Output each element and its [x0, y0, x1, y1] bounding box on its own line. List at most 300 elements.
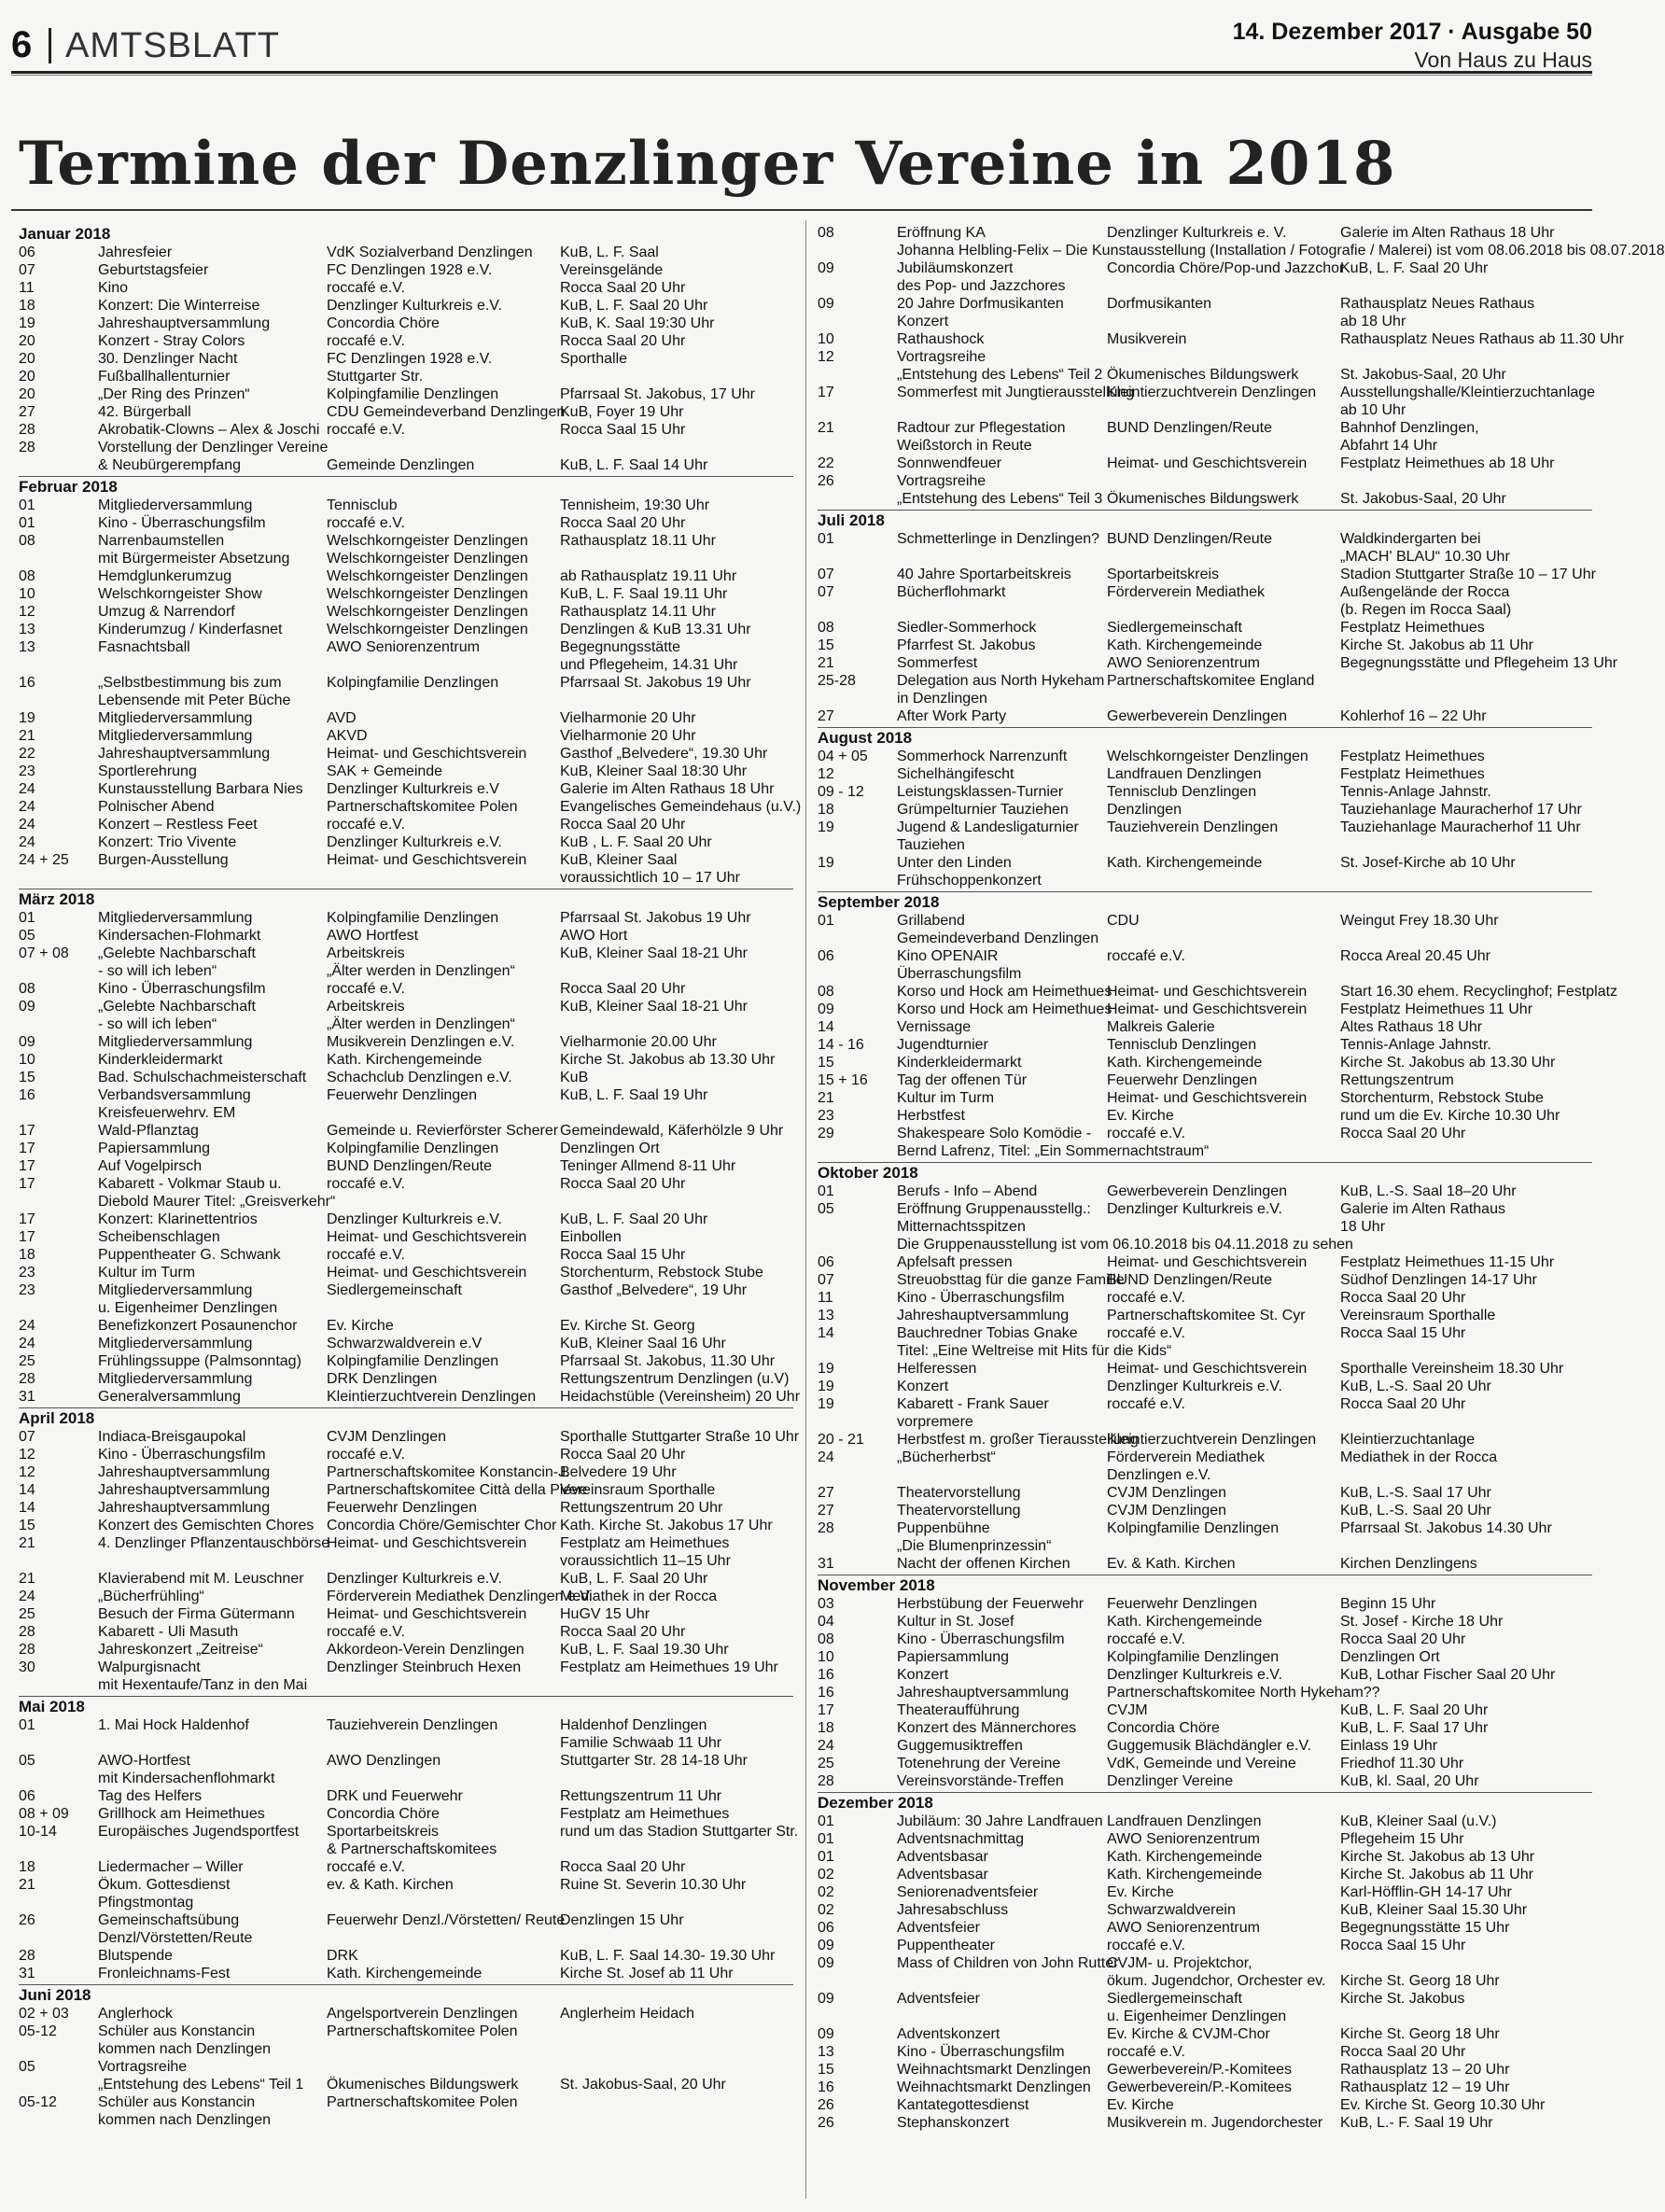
entry-organizer: Kath. Kirchengemeinde — [327, 1052, 483, 1068]
table-row — [19, 1033, 793, 1051]
entry-date: 15 — [19, 1518, 35, 1533]
entry-event: Gemeinschaftsübung — [98, 1912, 240, 1928]
entry-organizer: Concordia Chöre/Pop-und Jazzchor — [1107, 260, 1345, 276]
table-row — [19, 1388, 801, 1406]
entry-event: Totenehrung der Vereine — [897, 1756, 1061, 1771]
entry-organizer: VdK Sozialverband Denzlingen — [327, 245, 533, 260]
entry-event: Grillabend — [897, 913, 965, 929]
entry-event: „Gelebte Nachbarschaft — [98, 945, 256, 961]
entry-date — [818, 1218, 897, 1236]
entry-location: Kirche St. Georg 18 Uhr — [1340, 2026, 1500, 2042]
table-row — [19, 244, 793, 261]
entry-event: Korso und Hock am Heimethues — [897, 984, 1112, 1000]
entry-event: Jubiläum: 30 Jahre Landfrauen — [897, 1813, 1103, 1829]
entry-event: Weihnachtsmarkt Denzlingen — [897, 2079, 1091, 2095]
entry-event: Jahreshauptversammlung — [98, 1500, 271, 1516]
entry-event — [98, 1734, 327, 1752]
entry-organizer: Denzlingen — [1107, 802, 1182, 818]
table-row — [818, 836, 1592, 854]
table-row — [818, 801, 1592, 819]
entry-event: Jugendturnier — [897, 1037, 988, 1053]
entry-date: 08 — [818, 225, 834, 241]
entry-date: 09 - 12 — [818, 784, 864, 800]
entry-location: Start 16.30 ehem. Recyclinghof; Festplatz — [1340, 984, 1618, 1000]
entry-date: 28 — [19, 1371, 35, 1387]
entry-date: 16 — [19, 675, 35, 691]
entry-date: 05 — [19, 1753, 35, 1769]
entry-event: Liedermacher – Willer — [98, 1859, 244, 1875]
entry-organizer — [1107, 437, 1340, 455]
entry-event: Weißstorch in Reute — [897, 438, 1032, 454]
entry-event: Grillhock am Heimethues — [98, 1806, 265, 1822]
entry-location: Festplatz Heimethues — [1340, 620, 1485, 636]
entry-date — [818, 2008, 897, 2025]
entry-date: 08 — [19, 568, 35, 584]
entry-organizer: roccafé e.V. — [327, 1247, 405, 1263]
table-row — [818, 783, 1592, 801]
table-row — [818, 1271, 1592, 1289]
entry-organizer: Siedlergemeinschaft — [1107, 1991, 1242, 2007]
table-row — [818, 1719, 1592, 1737]
entry-date: 09 — [818, 1938, 834, 1953]
entry-location: Tennis-Anlage Jahnstr. — [1340, 784, 1491, 800]
entry-date — [19, 1299, 98, 1317]
entry-date: 01 — [818, 913, 834, 929]
entry-event: Gemeindeverband Denzlingen — [897, 931, 1099, 946]
entry-organizer: Feuerwehr Denzlingen — [327, 1500, 477, 1516]
entry-date: 25 — [19, 1353, 35, 1369]
entry-event: „Bücherherbst“ — [897, 1449, 996, 1465]
month-heading: Februar 2018 — [19, 476, 793, 497]
table-row — [818, 1125, 1592, 1142]
entry-location: Kath. Kirche St. Jakobus 17 Uhr — [560, 1518, 773, 1533]
entry-location: St. Jakobus-Saal, 20 Uhr — [1340, 367, 1506, 383]
entry-date: 28 — [19, 1948, 35, 1964]
table-row — [818, 1866, 1592, 1883]
entry-date — [818, 872, 897, 889]
entry-location — [560, 2023, 793, 2040]
entry-organizer: roccafé e.V. — [1107, 948, 1185, 964]
entry-event: Berufs - Info – Abend — [897, 1183, 1038, 1199]
entry-date — [818, 548, 897, 566]
entry-organizer: Sportarbeitskreis — [1107, 567, 1220, 582]
entry-organizer: AWO Hortfest — [327, 928, 419, 944]
table-row — [818, 437, 1592, 455]
table-row — [818, 1519, 1592, 1537]
entry-event: Konzert - Stray Colors — [98, 333, 245, 349]
entry-organizer: Denzlinger Vereine — [1107, 1773, 1234, 1789]
table-row — [19, 567, 793, 585]
month-heading: September 2018 — [818, 891, 1592, 912]
entry-date: 06 — [19, 245, 35, 260]
entry-event: Rathaushock — [897, 331, 985, 347]
entry-organizer: roccafé e.V. — [327, 1176, 405, 1192]
entry-location: KuB, Kleiner Saal 16 Uhr — [560, 1336, 726, 1351]
entry-location — [560, 439, 793, 456]
entry-date: 02 — [818, 1902, 834, 1918]
entry-event: Narrenbaumstellen — [98, 533, 225, 549]
entry-organizer: Denzlinger Steinbruch Hexen — [327, 1659, 522, 1675]
entry-date: 05 — [19, 928, 35, 944]
entry-organizer: Denzlinger Kulturkreis e.V — [327, 781, 499, 797]
table-row — [19, 1570, 793, 1588]
entry-location: Pfarrsaal St. Jakobus, 17 Uhr — [560, 386, 755, 402]
entry-organizer: Partnerschaftskomitee Polen — [327, 2023, 518, 2039]
entry-event: Scheibenschlagen — [98, 1229, 220, 1245]
entry-organizer: Feuerwehr Denzlingen — [327, 1087, 477, 1103]
entry-location: Stadion Stuttgarter Straße 10 – 17 Uhr — [1340, 567, 1596, 582]
entry-event: „Gelebte Nachbarschaft — [98, 999, 256, 1015]
entry-event: Mitgliederversammlung — [98, 1336, 253, 1351]
entry-location: Pfarrsaal St. Jakobus 14.30 Uhr — [1340, 1520, 1552, 1536]
entry-event: Mitgliederversammlung — [98, 1371, 253, 1387]
table-row — [19, 763, 793, 780]
entry-organizer: Ev. Kirche — [327, 1318, 394, 1334]
table-row — [818, 348, 1592, 366]
table-row — [19, 1947, 793, 1965]
entry-location: Kirche St. Georg 18 Uhr — [1340, 1973, 1500, 1989]
entry-location — [1340, 1954, 1592, 1972]
entry-date: 24 — [19, 1318, 35, 1334]
entry-event — [98, 656, 327, 674]
table-row — [19, 497, 793, 514]
entry-organizer — [1107, 601, 1340, 619]
entry-location — [560, 1015, 793, 1033]
table-row — [19, 2111, 793, 2129]
entry-event: Theatervorstellung — [897, 1485, 1021, 1501]
entry-date: 16 — [818, 2079, 834, 2095]
entry-location: Festplatz Heimethues 11-15 Uhr — [1340, 1254, 1555, 1270]
table-row — [818, 1990, 1592, 2008]
entry-date: 27 — [818, 708, 834, 724]
table-row — [818, 1919, 1592, 1937]
table-row — [19, 927, 793, 945]
entry-event: & Neubürgerempfang — [98, 457, 241, 473]
table-row — [818, 1755, 1592, 1772]
table-row — [818, 1218, 1592, 1236]
entry-location — [1340, 672, 1592, 690]
entry-organizer: Förderverein Mediathek — [1107, 1449, 1265, 1465]
entry-date: 19 — [818, 1361, 834, 1377]
entry-date: 08 — [818, 984, 834, 1000]
entry-location: KuB , L. F. Saal 20 Uhr — [560, 834, 712, 850]
table-row — [19, 674, 793, 692]
table-row — [19, 1140, 793, 1157]
entry-location: ab 18 Uhr — [1340, 314, 1406, 329]
entry-date: 29 — [818, 1126, 834, 1141]
entry-date: 20 — [19, 386, 35, 402]
table-row — [818, 1666, 1592, 1684]
entry-event: kommen nach Denzlingen — [98, 2112, 271, 2128]
entry-organizer: CDU Gemeindeverband Denzlingen — [327, 404, 566, 420]
entry-date — [19, 550, 98, 567]
entry-location — [560, 1929, 793, 1947]
entry-event — [897, 2008, 1107, 2025]
table-row — [818, 1324, 1592, 1342]
entry-organizer: BUND Denzlingen/Reute — [1107, 1272, 1272, 1288]
table-row — [19, 403, 793, 421]
entry-organizer: roccafé e.V. — [327, 1859, 405, 1875]
entry-event: Kabarett - Uli Masuth — [98, 1624, 239, 1640]
entry-event: Sonnwendfeuer — [897, 455, 1002, 471]
entry-location: KuB, kl. Saal, 20 Uhr — [1340, 1773, 1479, 1789]
entry-event: Europäisches Jugendsportfest — [98, 1824, 300, 1840]
header-divider — [49, 28, 51, 63]
table-row — [19, 315, 793, 332]
table-row — [818, 384, 1596, 401]
entry-date: 01 — [818, 1183, 834, 1199]
entry-date: 15 + 16 — [818, 1072, 868, 1088]
entry-event: Grümpelturnier Tauziehen — [897, 802, 1069, 818]
entry-organizer — [327, 1894, 560, 1911]
entry-event: Kantategottesdienst — [897, 2097, 1029, 2113]
entry-organizer: Arbeitskreis — [327, 945, 405, 961]
entry-date: 20 — [19, 333, 35, 349]
entry-organizer: roccafé e.V. — [1107, 1631, 1185, 1647]
entry-location — [560, 1841, 793, 1858]
entry-event: kommen nach Denzlingen — [98, 2041, 271, 2057]
entry-event: Kino OPENAIR — [897, 948, 999, 964]
entry-date: 18 — [818, 802, 834, 818]
entry-organizer — [327, 1193, 560, 1211]
entry-location — [560, 2093, 793, 2111]
entry-event: Kultur im Turm — [897, 1090, 995, 1106]
entry-organizer: Partnerschaftskomitee St. Cyr — [1107, 1308, 1306, 1323]
entry-date: 12 — [19, 604, 35, 620]
entry-event: Papiersammlung — [897, 1649, 1010, 1665]
entry-event — [98, 1552, 327, 1570]
right-column — [818, 224, 1665, 2132]
entry-organizer: Gewerbeverein/P.-Komitees — [1107, 2062, 1293, 2078]
entry-date — [19, 1841, 98, 1858]
entry-location: Festplatz Heimethues ab 18 Uhr — [1340, 455, 1555, 471]
table-row — [818, 1200, 1592, 1218]
entry-event: AWO-Hortfest — [98, 1753, 190, 1769]
entry-event: Pfarrfest St. Jakobus — [897, 637, 1036, 653]
entry-location: Rocca Areal 20.45 Uhr — [1340, 948, 1490, 964]
table-row — [19, 1805, 793, 1823]
entry-organizer: Feuerwehr Denzlingen — [1107, 1596, 1257, 1612]
table-row — [19, 514, 793, 532]
table-row — [19, 1605, 793, 1623]
entry-organizer: roccafé e.V. — [327, 280, 405, 296]
entry-event: Radtour zur Pflegestation — [897, 420, 1066, 436]
entry-date: 10 — [19, 1052, 35, 1068]
entry-event: Puppentheater — [897, 1938, 995, 1953]
entry-event — [897, 548, 1107, 566]
table-row — [818, 566, 1596, 583]
entry-location: Kohlerhof 16 – 22 Uhr — [1340, 708, 1487, 724]
entry-organizer: Kath. Kirchengemeinde — [327, 1966, 483, 1981]
entry-event: Walpurgisnacht — [98, 1659, 201, 1675]
entry-location: Evangelisches Gemeindehaus (u.V.) — [560, 799, 802, 815]
entry-event: Mass of Children von John Rutter — [897, 1955, 1119, 1971]
entry-date: 16 — [19, 1087, 35, 1103]
entry-location: KuB, L.-S. Saal 20 Uhr — [1340, 1503, 1491, 1519]
entry-organizer — [1107, 277, 1340, 295]
entry-event: Polnischer Abend — [98, 799, 215, 815]
entry-event: Überraschungsfilm — [897, 966, 1022, 982]
entry-location: Rocca Saal 15 Uhr — [560, 422, 686, 438]
entry-date: 05-12 — [19, 2023, 57, 2039]
table-row — [19, 1876, 793, 1894]
entry-location — [1340, 2008, 1592, 2025]
entry-organizer: roccafé e.V. — [1107, 1396, 1185, 1412]
table-row — [818, 1830, 1592, 1848]
entry-date: 08 — [19, 533, 35, 549]
table-row — [818, 2079, 1592, 2096]
entry-organizer — [327, 2040, 560, 2058]
entry-organizer: Denzlinger Kulturkreis e.V. — [1107, 1379, 1282, 1394]
entry-event: Wald-Pflanztag — [98, 1123, 199, 1139]
entry-organizer: CVJM- u. Projektchor, — [1107, 1955, 1252, 1971]
entry-location: Vielharmonie 20.00 Uhr — [560, 1034, 717, 1050]
entry-event: Konzert des Männerchores — [897, 1720, 1077, 1736]
entry-date: 06 — [818, 948, 834, 964]
entry-event: Mitgliederversammlung — [98, 710, 253, 726]
entry-location: Kirche St. Jakobus ab 13 Uhr — [1340, 1849, 1535, 1865]
entry-event: Jahreskonzert „Zeitreise“ — [98, 1642, 263, 1658]
entry-event: Jahreshauptversammlung — [897, 1308, 1070, 1323]
entry-organizer — [1107, 1537, 1340, 1555]
entry-location — [560, 1193, 793, 1211]
table-row — [818, 259, 1592, 277]
entry-organizer — [1107, 401, 1340, 419]
entry-date: 19 — [818, 819, 834, 835]
table-row — [19, 869, 793, 887]
entry-organizer — [1107, 548, 1340, 566]
entry-date: 23 — [818, 1108, 834, 1124]
entry-date — [19, 656, 98, 674]
entry-organizer: Ev. Kirche & CVJM-Chor — [1107, 2026, 1270, 2042]
entry-date: 15 — [818, 637, 834, 653]
entry-location: Beginn 15 Uhr — [1340, 1596, 1436, 1612]
entry-event: vorpremere — [897, 1414, 973, 1430]
entry-event: Kindersachen-Flohmarkt — [98, 928, 261, 944]
entry-organizer: Malkreis Galerie — [1107, 1019, 1215, 1035]
entry-organizer: Heimat- und Geschichtsverein — [327, 1229, 527, 1245]
entry-date: 01 — [818, 1831, 834, 1847]
table-row — [818, 1701, 1592, 1719]
entry-location: Gemeindewald, Käferhölzle 9 Uhr — [560, 1123, 784, 1139]
entry-event: „Entstehung des Lebens“ Teil 3 — [897, 491, 1103, 507]
entry-event: Adventsfeier — [897, 1991, 980, 2007]
table-row — [19, 945, 793, 962]
entry-organizer: Kleintierzuchtverein Denzlingen — [1107, 1432, 1317, 1448]
entry-location: Waldkindergarten bei — [1340, 531, 1481, 547]
entry-event: Vorstellung der Denzlinger Vereine — [98, 440, 329, 455]
entry-event — [897, 601, 1107, 619]
entry-organizer: Denzlinger Kulturkreis e.V. — [1107, 1201, 1282, 1217]
entry-event: Konzert: Klarinettentrios — [98, 1211, 258, 1227]
entry-location — [1340, 1466, 1592, 1484]
entry-event: „Selbstbestimmung bis zum — [98, 675, 282, 691]
entry-event: Jubiläumskonzert — [897, 260, 1014, 276]
table-row — [19, 1623, 793, 1641]
entry-location: Galerie im Alten Rathaus 18 Uhr — [1340, 225, 1555, 241]
table-row — [818, 947, 1592, 965]
entry-event: Kinderumzug / Kinderfasnet — [98, 622, 283, 637]
entry-date: 09 — [818, 1991, 834, 2007]
entry-location: Galerie im Alten Rathaus 18 Uhr — [560, 781, 775, 797]
entry-event: Vortragsreihe — [897, 473, 986, 489]
entry-location: Denzlingen Ort — [1340, 1649, 1440, 1665]
entry-location: Rocca Saal 20 Uhr — [560, 1176, 686, 1192]
entry-location: St. Josef - Kirche 18 Uhr — [1340, 1614, 1504, 1630]
table-row — [19, 1281, 793, 1299]
entry-location — [560, 1676, 793, 1694]
table-row — [19, 1104, 793, 1122]
table-row — [818, 2043, 1592, 2061]
entry-event: Kreisfeuerwehrv. EM — [98, 1105, 236, 1121]
table-row — [19, 550, 793, 567]
entry-location — [1340, 965, 1592, 983]
entry-event: Mitgliederversammlung — [98, 728, 253, 744]
entry-date: 13 — [19, 639, 35, 655]
entry-organizer: Concordia Chöre — [327, 1806, 440, 1822]
entry-date: 23 — [19, 1265, 35, 1281]
entry-event — [897, 1972, 1107, 1990]
entry-event: Jahresfeier — [98, 245, 173, 260]
entry-organizer — [327, 692, 560, 709]
entry-location: KuB, Kleiner Saal 15.30 Uhr — [1340, 1902, 1528, 1918]
entry-organizer: FC Denzlingen 1928 e.V. — [327, 351, 493, 367]
table-row — [19, 1370, 793, 1388]
entry-organizer: Welschkorngeister Denzlingen — [327, 568, 528, 584]
entry-organizer — [1107, 690, 1340, 707]
entry-date: 19 — [19, 315, 35, 331]
entry-location: KuB, L.-S. Saal 17 Uhr — [1340, 1485, 1491, 1501]
entry-organizer: Gemeinde Denzlingen — [327, 457, 475, 473]
entry-organizer — [327, 1734, 560, 1752]
entry-date: 05 — [818, 1201, 834, 1217]
table-row — [19, 603, 793, 621]
entry-organizer — [327, 1929, 560, 1947]
entry-date: 05 — [19, 2059, 35, 2075]
entry-organizer: Förderverein Mediathek — [1107, 584, 1265, 600]
entry-date: 09 — [818, 2026, 834, 2042]
entry-date: 24 — [818, 1738, 834, 1754]
entry-organizer — [327, 656, 560, 674]
entry-location: KuB, L. F. Saal 19 Uhr — [560, 1087, 708, 1103]
entry-event: Schmetterlinge in Denzlingen? — [897, 531, 1100, 547]
entry-date: 23 — [19, 763, 35, 779]
entry-location — [1340, 1537, 1592, 1555]
entry-location: Rocca Saal 20 Uhr — [1340, 1631, 1466, 1647]
entry-event: Sommerhock Narrenzunft — [897, 749, 1068, 764]
entry-location: Stuttgarter Str. 28 14-18 Uhr — [560, 1753, 748, 1769]
table-row — [19, 1659, 793, 1676]
header-rule — [11, 75, 1592, 76]
entry-organizer: AVD — [327, 710, 357, 726]
entry-location: KuB, L. F. Saal 14 Uhr — [560, 457, 708, 473]
entry-organizer: Welschkorngeister Denzlingen — [327, 551, 528, 567]
entry-date: 07 + 08 — [19, 945, 69, 961]
entry-location: Familie Schwaab 11 Uhr — [560, 1735, 722, 1751]
table-row — [818, 1883, 1592, 1901]
table-row — [19, 279, 793, 297]
entry-date — [19, 1676, 98, 1694]
entry-event: Denzl/Vörstetten/Reute — [98, 1930, 253, 1946]
entry-date: 13 — [818, 1308, 834, 1323]
entry-organizer: roccafé e.V. — [1107, 1325, 1185, 1341]
entry-event: Diebold Maurer Titel: „Greisverkehr“ — [98, 1194, 336, 1210]
month-heading: Oktober 2018 — [818, 1162, 1592, 1183]
entry-date: 07 — [818, 567, 834, 582]
table-row — [19, 909, 793, 927]
entry-date: 11 — [19, 280, 35, 296]
entry-date: 22 — [19, 746, 35, 762]
